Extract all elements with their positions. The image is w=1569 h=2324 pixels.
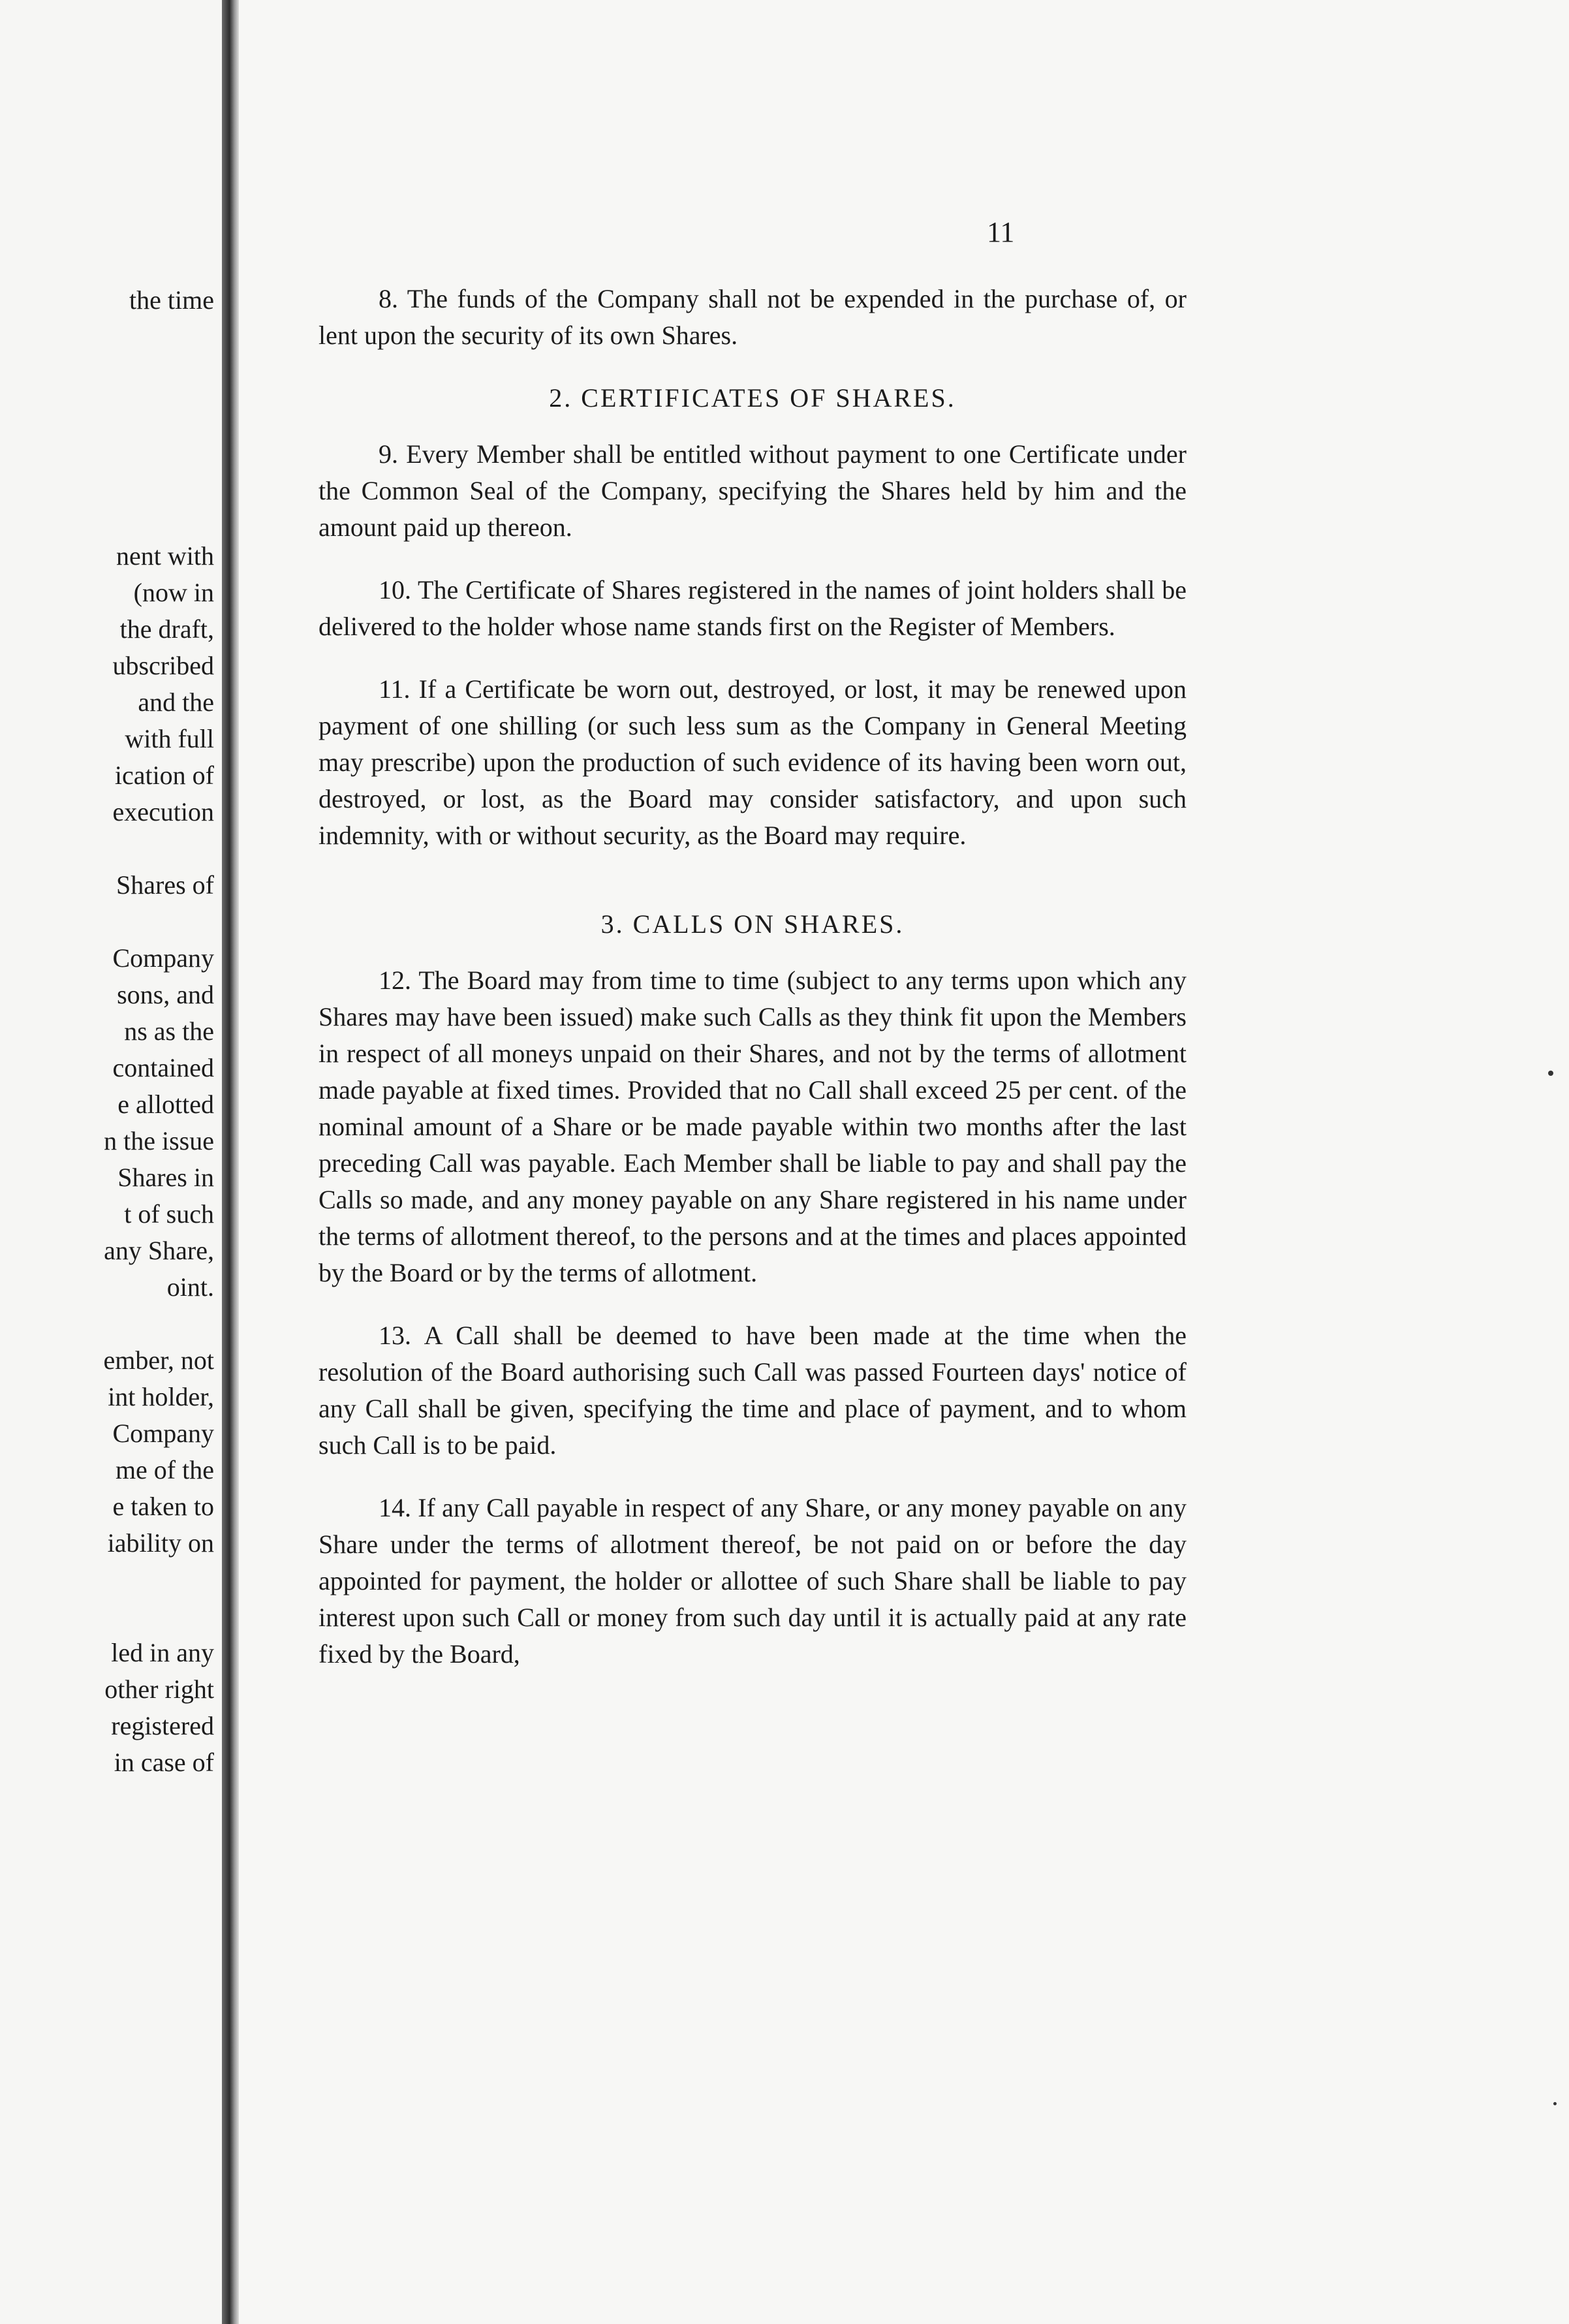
facing-page (0, 0, 222, 2324)
facing-page-line: e allotted (117, 1090, 214, 1119)
facing-page-line: ubscribed (112, 651, 214, 680)
facing-page-line: sons, and (117, 980, 214, 1009)
clause-11: 11. If a Certificate be worn out, destroyed, or lost, it may be renewed upon payment of one shilling (or such less sum as the Company in General Meeting may prescribe) upon the production of such evidence of its having been worn out, destroyed, or lost, as the Board may consider satisfactory, and upon such indemnity, with or without security, as the Board may require. (318, 674, 1187, 850)
facing-page-line: ns as the (124, 1016, 214, 1046)
facing-page-line: and the (138, 687, 214, 717)
facing-page-line: me of the (115, 1455, 214, 1484)
book-spine (222, 0, 239, 2324)
facing-page-line: the draft, (119, 614, 214, 644)
facing-page-line: (now in (133, 578, 214, 607)
clause-14: 14. If any Call payable in respect of any Share, or any money payable on any Share under the terms of allotment thereof, be not paid on or before the day appointed for payment, the holder or allottee of such Share shall be liable to pay interest upon such Call or money from such day until it is actually paid at any rate fixed by the Board, (318, 1493, 1187, 1669)
clause-10: 10. The Certificate of Shares registered in the names of joint holders shall be delivered to the holder whose name stands first on the Register of Members. (318, 575, 1187, 641)
facing-page-line: registered (111, 1711, 214, 1740)
facing-page-line: ication of (114, 761, 214, 790)
facing-page-line: any Share, (104, 1236, 214, 1265)
facing-page-line: other right (104, 1674, 214, 1704)
scan-speck (1553, 2102, 1557, 2105)
clause-9: 9. Every Member shall be entitled without payment to one Certificate under the Common Seal of the Company, specifying the Shares held by him and the amount paid up thereon. (318, 439, 1187, 542)
facing-page-line: Company (112, 943, 214, 973)
facing-page-line: ember, not (103, 1345, 214, 1375)
facing-page-line: contained (112, 1053, 214, 1082)
page-number: 11 (987, 216, 1015, 248)
facing-page-line: execution (112, 797, 214, 826)
facing-page-line: n the issue (104, 1126, 214, 1155)
facing-page-line: led in any (111, 1638, 214, 1667)
facing-page-line: Shares of (116, 870, 214, 900)
section-heading-certificates: 2. CERTIFICATES OF SHARES. (549, 383, 956, 413)
facing-page-line: int holder, (108, 1382, 214, 1411)
clause-8: 8. The funds of the Company shall not be expended in the purchase of, or lent upon the security of its own Shares. (318, 284, 1187, 350)
facing-page-line: oint. (166, 1272, 214, 1302)
facing-page-line: Shares in (117, 1163, 214, 1192)
facing-page-line: t of such (124, 1199, 214, 1229)
facing-page-line: Company (112, 1419, 214, 1448)
scan-speck (1548, 1071, 1553, 1076)
clause-12: 12. The Board may from time to time (subject to any terms upon which any Shares may have been issued) make such Calls as they think fit upon the Members in respect of all moneys unpaid on their Shares, and not by the terms of allotment made payable at fixed times. Provided that no Call shall exceed 25 per cent. of the nominal amount of a Share or be made payable within two months after the last preceding Call was payable. Each Member shall be liable to pay and shall pay the Calls so made, and any money payable on any Share registered in his name under the terms of allotment thereof, to the persons and at the times and places appointed by the Board or by the terms of allotment. (318, 966, 1187, 1287)
facing-page-line: the time (129, 285, 214, 315)
section-heading-calls: 3. CALLS ON SHARES. (600, 909, 905, 939)
facing-page-line: in case of (114, 1748, 214, 1777)
facing-page-line: with full (125, 724, 214, 753)
clause-13: 13. A Call shall be deemed to have been made at the time when the resolution of the Board authorising such Call was passed Fourteen days' notice of any Call shall be given, specifying the time and place of payment, and to whom such Call is to be paid. (318, 1321, 1187, 1460)
facing-page-line: iability on (107, 1528, 214, 1558)
facing-page-line: e taken to (112, 1492, 214, 1521)
facing-page-line: nent with (116, 541, 214, 571)
page-body (318, 281, 1187, 1699)
